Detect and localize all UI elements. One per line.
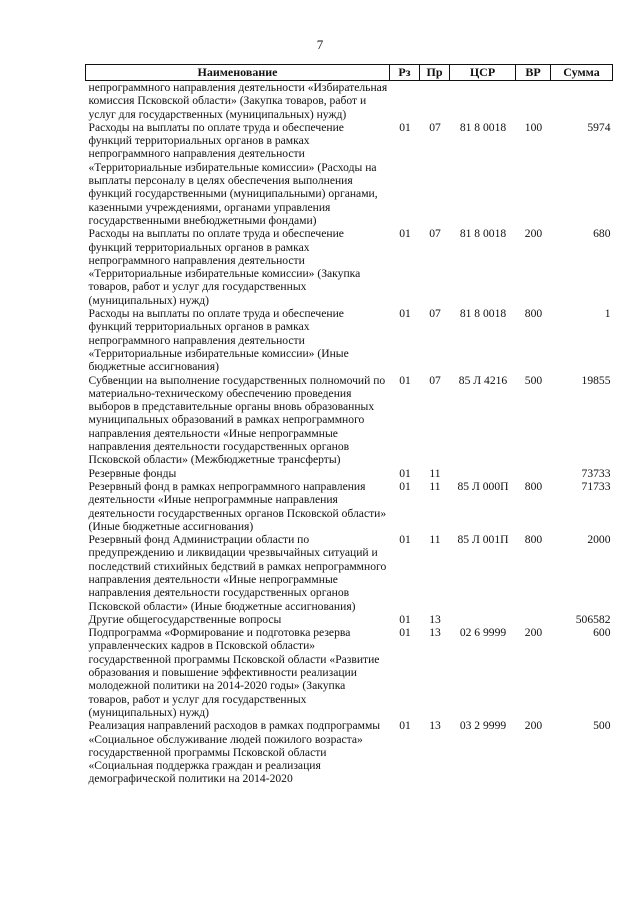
- row-pr: 07: [429, 120, 441, 134]
- row-sum: 506582: [575, 612, 611, 626]
- row-name: Расходы на выплаты по оплате труда и обеспечение функций территориальных органов в рамках непрограммного направления деятельности «Территориальные избирательные комиссии» (Расходы на выплаты персоналу в целях обеспечения выполнения функций государственными (муниципальными) органами, казенными учреждениями, органами управления государственными внебюджетными фондами): [88, 120, 378, 227]
- row-pr: 13: [429, 626, 441, 640]
- row-pr: 11: [429, 466, 441, 480]
- row-vr: 200: [524, 719, 543, 733]
- row-vr: [516, 613, 551, 626]
- table-row: [86, 467, 613, 480]
- row-csr: 81 8 0018: [459, 120, 507, 134]
- row-pr: 07: [429, 373, 441, 387]
- header-rz: Рз: [390, 65, 420, 81]
- row-rz: 01: [399, 626, 411, 640]
- row-pr: [420, 81, 450, 121]
- page-number: 7: [316, 37, 324, 52]
- row-sum: 600: [593, 626, 611, 640]
- table-row: [86, 307, 613, 373]
- row-sum: 71733: [581, 479, 611, 493]
- row-vr: [516, 467, 551, 480]
- budget-table: [85, 64, 613, 786]
- row-name: Реализация направлений расходов в рамках подпрограммы «Социальное обслуживание людей пожилого возраста» государственной программы Псковской области «Социальная поддержка граждан и реализация демографической политики на 2014-2020: [88, 719, 381, 786]
- header-csr: ЦСР: [450, 65, 516, 81]
- row-name: Субвенции на выполнение государственных полномочий по материально-техническому обеспечению проведения выборов в представительные органы вновь образованных муниципальных образований в рамках непрограммного направления деятельности «Иные непрограммные направления деятельности государственных органов Псковской области» (Межбюджетные трансферты): [88, 373, 386, 467]
- table-row: [86, 626, 613, 719]
- row-pr: 07: [429, 307, 441, 321]
- table-row: [86, 480, 613, 533]
- row-sum: 73733: [581, 466, 611, 480]
- row-rz: 01: [399, 227, 411, 241]
- row-rz: 01: [399, 719, 411, 733]
- row-name: Резервный фонд Администрации области по предупреждению и ликвидации чрезвычайных ситуаций и последствий стихийных бедствий в рамках непрограммного направления деятельности «Иные непрограммные направления деятельности государственных органов Псковской области» (Иные бюджетные ассигнования): [88, 533, 387, 613]
- table-row: [86, 719, 613, 785]
- table-row: [86, 81, 613, 121]
- row-rz: 01: [399, 307, 411, 321]
- row-name: Расходы на выплаты по оплате труда и обеспечение функций территориальных органов в рамках непрограммного направления деятельности «Территориальные избирательные комиссии» (Иные бюджетные ассигнования): [88, 307, 349, 374]
- row-csr: [450, 613, 516, 626]
- row-rz: 01: [399, 612, 411, 626]
- row-vr: 200: [524, 227, 543, 241]
- table-row: [86, 227, 613, 307]
- row-pr: 13: [429, 612, 441, 626]
- row-sum: 5974: [587, 120, 611, 134]
- row-vr: 800: [524, 307, 543, 321]
- row-sum: 2000: [587, 533, 611, 547]
- row-name: Подпрограмма «Формирование и подготовка резерва управленческих кадров в Псковской области» государственной программы Псковской области «Развитие образования и повышение эффективности реализации молодежной политики на 2014-2020 годы» (Закупка товаров, работ и услуг для государственных (муниципальных) нужд): [88, 626, 380, 719]
- header-name: Наименование: [86, 65, 390, 81]
- row-csr: 02 6 9999: [459, 626, 507, 640]
- row-pr: 13: [429, 719, 441, 733]
- row-vr: [516, 81, 551, 121]
- row-csr: 85 Л 4216: [458, 373, 508, 387]
- row-vr: 200: [524, 626, 543, 640]
- row-rz: 01: [399, 533, 411, 547]
- row-sum: 1: [604, 307, 611, 321]
- row-csr: 81 8 0018: [459, 227, 507, 241]
- row-sum: 19855: [581, 373, 611, 387]
- row-csr: 85 Л 000П: [457, 479, 509, 493]
- row-sum: 680: [593, 227, 611, 241]
- header-sum: Сумма: [551, 65, 613, 81]
- row-pr: 11: [429, 479, 441, 493]
- row-csr: [450, 81, 516, 121]
- table-row: [86, 374, 613, 467]
- header-vr: ВР: [516, 65, 551, 81]
- row-csr: [450, 467, 516, 480]
- row-rz: 01: [399, 466, 411, 480]
- row-rz: [390, 81, 420, 121]
- row-name: Резервный фонд в рамках непрограммного направления деятельности «Иные непрограммные направления деятельности государственных органов Псковской области» (Иные бюджетные ассигнования): [88, 479, 387, 533]
- row-name: Резервные фонды: [88, 466, 177, 480]
- table-row: [86, 121, 613, 227]
- row-name: Другие общегосударственные вопросы: [88, 612, 282, 626]
- row-rz: 01: [399, 373, 411, 387]
- row-pr: 11: [429, 533, 441, 547]
- row-name: Расходы на выплаты по оплате труда и обеспечение функций территориальных органов в рамках непрограммного направления деятельности «Территориальные избирательные комиссии» (Закупка товаров, работ и услуг для государственных (муниципальных) нужд): [88, 227, 361, 307]
- row-rz: 01: [399, 120, 411, 134]
- table-header-row: [86, 65, 613, 81]
- row-rz: 01: [399, 479, 411, 493]
- header-pr: Пр: [420, 65, 450, 81]
- row-sum: [551, 81, 613, 121]
- row-csr: 85 Л 001П: [457, 533, 509, 547]
- row-vr: 800: [524, 533, 543, 547]
- row-vr: 800: [524, 479, 543, 493]
- row-vr: 500: [524, 373, 543, 387]
- row-csr: 81 8 0018: [459, 307, 507, 321]
- row-vr: 100: [524, 120, 543, 134]
- row-csr: 03 2 9999: [459, 719, 507, 733]
- row-name: непрограммного направления деятельности «Избирательная комиссия Псковской области» (Закупка товаров, работ и услуг для государственных (муниципальных) нужд): [88, 81, 388, 121]
- row-sum: 500: [593, 719, 611, 733]
- row-pr: 07: [429, 227, 441, 241]
- table-row: [86, 533, 613, 613]
- table-row: [86, 613, 613, 626]
